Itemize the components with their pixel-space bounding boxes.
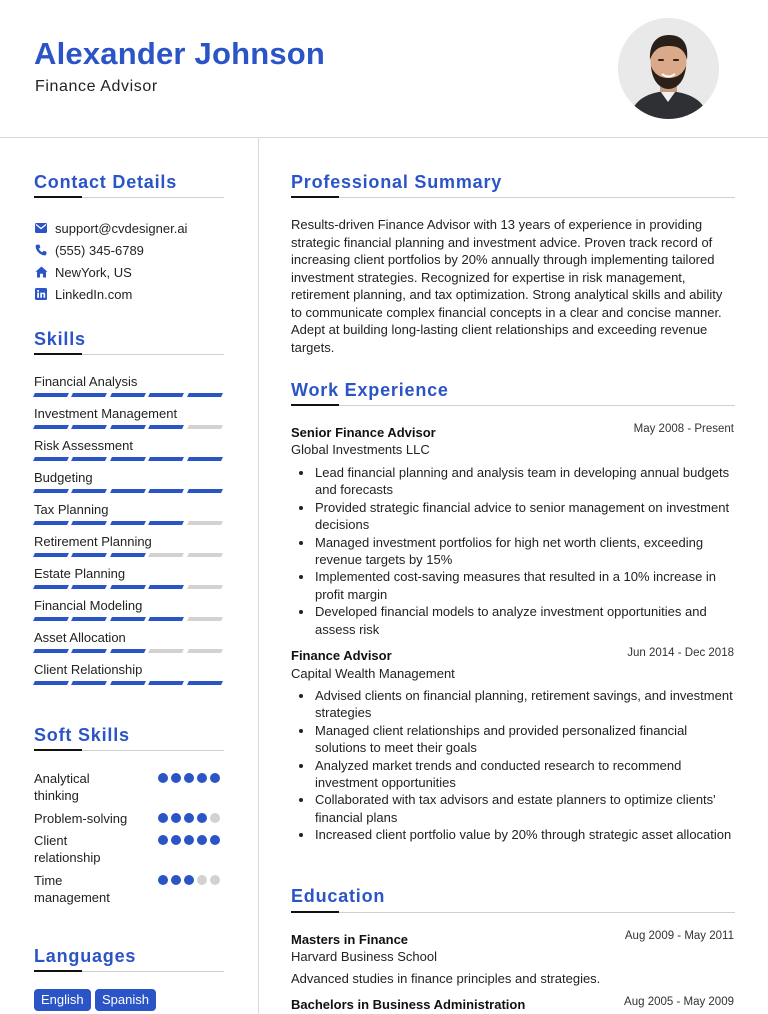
- soft-skill-label: Analytical thinking: [34, 771, 90, 803]
- school-name: Harvard Business School: [291, 949, 437, 964]
- skill-level-segment: [33, 617, 69, 621]
- skill-level-bar: [34, 649, 224, 653]
- skill-level-segment: [187, 681, 223, 685]
- soft-skill-rating: [158, 813, 220, 823]
- skill-level-segment: [33, 457, 69, 461]
- contact-linkedin-text: LinkedIn.com: [55, 286, 133, 302]
- skill-level-bar: [34, 681, 224, 685]
- rating-dot: [197, 875, 207, 885]
- education-heading: Education: [291, 886, 386, 906]
- skill-level-segment: [71, 585, 107, 589]
- list-item: Collaborated with tax advisors and estate planners to optimize clients' financial plans: [315, 791, 735, 826]
- soft-skills-heading: Soft Skills: [34, 725, 130, 745]
- contact-rule: [34, 197, 224, 198]
- soft-skill-item: [34, 810, 224, 827]
- degree-description: Advanced studies in finance principles and strategies.: [291, 971, 601, 986]
- skill-level-segment: [33, 393, 69, 397]
- skill-item: [34, 438, 224, 461]
- rating-dot: [184, 813, 194, 823]
- skill-level-segment: [148, 617, 184, 621]
- rating-dot: [171, 773, 181, 783]
- skill-level-segment: [110, 585, 146, 589]
- skill-label: Client Relationship: [34, 662, 143, 677]
- skill-item: [34, 534, 224, 557]
- languages-heading: Languages: [34, 946, 137, 966]
- skills-rule: [34, 354, 224, 355]
- rating-dot: [184, 835, 194, 845]
- skill-level-bar: [34, 393, 224, 397]
- skill-level-segment: [110, 649, 146, 653]
- skill-level-segment: [71, 489, 107, 493]
- skill-level-segment: [71, 393, 107, 397]
- rating-dot: [158, 773, 168, 783]
- skill-item: [34, 406, 224, 429]
- soft-skill-rating: [158, 875, 220, 885]
- list-item: Managed client relationships and provided personalized financial solutions to meet their goals: [315, 722, 735, 757]
- contact-email-text: support@cvdesigner.ai: [55, 220, 188, 236]
- skill-level-segment: [148, 649, 184, 653]
- candidate-name: Alexander Johnson: [34, 36, 326, 71]
- soft-skill-item: [34, 872, 224, 906]
- skill-level-segment: [110, 681, 146, 685]
- languages-rule: [34, 971, 224, 972]
- skill-level-segment: [110, 521, 146, 525]
- skill-level-segment: [148, 457, 184, 461]
- skill-level-segment: [148, 585, 184, 589]
- candidate-title: Finance Advisor: [35, 78, 158, 95]
- resume-header: [0, 0, 768, 138]
- rating-dot: [197, 773, 207, 783]
- soft-skill-item: [34, 832, 224, 866]
- contact-location: [34, 263, 132, 281]
- list-item: Provided strategic financial advice to senior management on investment decisions: [315, 499, 735, 534]
- rating-dot: [158, 813, 168, 823]
- skill-label: Risk Assessment: [34, 438, 133, 453]
- skill-level-segment: [110, 425, 146, 429]
- rating-dot: [171, 835, 181, 845]
- skill-level-segment: [187, 489, 223, 493]
- skill-item: [34, 630, 224, 653]
- job-dates: Jun 2014 - Dec 2018: [627, 647, 734, 659]
- skill-level-segment: [187, 553, 223, 557]
- skill-level-segment: [187, 393, 223, 397]
- skill-level-segment: [187, 649, 223, 653]
- list-item: Managed investment portfolios for high net worth clients, exceeding revenue targets by 15%: [315, 534, 735, 569]
- skill-level-segment: [187, 425, 223, 429]
- rating-dot: [184, 875, 194, 885]
- skill-level-bar: [34, 521, 224, 525]
- skill-level-segment: [71, 425, 107, 429]
- home-icon: [34, 265, 48, 279]
- profile-photo: [618, 18, 719, 119]
- rating-dot: [184, 773, 194, 783]
- skill-label: Budgeting: [34, 470, 93, 485]
- contact-phone[interactable]: [34, 241, 144, 259]
- skill-level-segment: [71, 649, 107, 653]
- job-dates: May 2008 - Present: [633, 423, 734, 435]
- experience-heading: Work Experience: [291, 380, 449, 400]
- list-item: Advised clients on financial planning, retirement savings, and investment strategies: [315, 687, 735, 722]
- rating-dot: [158, 835, 168, 845]
- skill-level-segment: [148, 393, 184, 397]
- skill-level-bar: [34, 425, 224, 429]
- language-badge: Spanish: [95, 989, 156, 1011]
- contact-linkedin[interactable]: [34, 285, 132, 303]
- skill-level-segment: [71, 521, 107, 525]
- column-divider: [258, 138, 259, 1014]
- contact-location-text: NewYork, US: [55, 264, 132, 280]
- skill-item: [34, 374, 224, 397]
- envelope-icon: [34, 221, 48, 235]
- skill-level-segment: [33, 681, 69, 685]
- job-title: Senior Finance Advisor: [291, 425, 436, 440]
- contact-phone-text: (555) 345-6789: [55, 242, 144, 258]
- linkedin-icon: [34, 287, 48, 301]
- skill-item: [34, 502, 224, 525]
- skill-level-segment: [33, 649, 69, 653]
- skills-heading: Skills: [34, 329, 86, 349]
- rating-dot: [171, 875, 181, 885]
- skill-level-bar: [34, 585, 224, 589]
- skill-level-segment: [187, 617, 223, 621]
- skill-level-segment: [148, 425, 184, 429]
- skill-level-segment: [110, 393, 146, 397]
- skill-level-segment: [148, 489, 184, 493]
- skill-level-segment: [110, 489, 146, 493]
- skill-level-segment: [33, 553, 69, 557]
- job-company: Capital Wealth Management: [291, 666, 455, 681]
- skill-label: Asset Allocation: [34, 630, 126, 645]
- summary-heading: Professional Summary: [291, 172, 503, 192]
- degree-dates: Aug 2005 - May 2009: [624, 996, 734, 1008]
- skill-level-segment: [71, 457, 107, 461]
- skill-label: Retirement Planning: [34, 534, 152, 549]
- list-item: Developed financial models to analyze investment opportunities and assess risk: [315, 603, 735, 638]
- skill-item: [34, 662, 224, 685]
- phone-icon: [34, 243, 48, 257]
- skill-label: Tax Planning: [34, 502, 109, 517]
- skill-level-bar: [34, 489, 224, 493]
- skill-item: [34, 470, 224, 493]
- soft-skills-rule: [34, 750, 224, 751]
- skill-level-segment: [33, 489, 69, 493]
- skill-level-segment: [148, 521, 184, 525]
- skill-level-segment: [148, 681, 184, 685]
- soft-skill-label: Problem-solving: [34, 811, 128, 826]
- rating-dot: [171, 813, 181, 823]
- skill-label: Estate Planning: [34, 566, 126, 581]
- soft-skill-label: Time management: [34, 873, 110, 905]
- contact-heading: Contact Details: [34, 172, 178, 192]
- skill-level-bar: [34, 553, 224, 557]
- summary-text: Results-driven Finance Advisor with 13 years of experience in providing strategic financial planning and investment advice. Proven track record of increasing client portfolios by 20% annually through implementing tailored investment strategies. Recognized for expertise in risk management, retirement planning, and tax optimization. Strong analytical skills and ability to communicate complex financial concepts in a clear and concise manner. Adept at building long-lasting client relationships and exceeding revenue targets.: [291, 217, 723, 355]
- skill-level-segment: [110, 553, 146, 557]
- rating-dot: [210, 835, 220, 845]
- contact-email[interactable]: [34, 219, 187, 237]
- degree-title: Bachelors in Business Administration: [291, 997, 526, 1012]
- skill-level-segment: [187, 521, 223, 525]
- skill-item: [34, 566, 224, 589]
- skill-label: Financial Modeling: [34, 598, 143, 613]
- degree-title: Masters in Finance: [291, 932, 409, 947]
- job-company: Global Investments LLC: [291, 442, 430, 457]
- skill-level-segment: [71, 553, 107, 557]
- skill-item: [34, 598, 224, 621]
- list-item: Implemented cost-saving measures that resulted in a 10% increase in profit margin: [315, 568, 735, 603]
- rating-dot: [197, 813, 207, 823]
- soft-skill-rating: [158, 835, 220, 845]
- soft-skill-label: Client relationship: [34, 833, 101, 865]
- rating-dot: [210, 773, 220, 783]
- degree-dates: Aug 2009 - May 2011: [624, 930, 734, 942]
- language-badge: English: [34, 989, 91, 1011]
- experience-rule: [291, 405, 735, 406]
- skill-level-segment: [187, 457, 223, 461]
- skill-level-segment: [71, 617, 107, 621]
- summary-rule: [291, 197, 735, 198]
- soft-skill-item: [34, 770, 224, 804]
- skill-label: Investment Management: [34, 406, 178, 421]
- skill-level-bar: [34, 617, 224, 621]
- job-title: Finance Advisor: [291, 648, 392, 663]
- rating-dot: [197, 835, 207, 845]
- rating-dot: [158, 875, 168, 885]
- skill-label: Financial Analysis: [34, 374, 138, 389]
- skill-level-bar: [34, 457, 224, 461]
- skill-level-segment: [187, 585, 223, 589]
- skill-level-segment: [110, 457, 146, 461]
- skill-level-segment: [33, 521, 69, 525]
- skill-level-segment: [110, 617, 146, 621]
- skill-level-segment: [33, 425, 69, 429]
- job-bullets: [315, 687, 735, 844]
- skill-level-segment: [148, 553, 184, 557]
- skill-level-segment: [71, 681, 107, 685]
- education-rule: [291, 912, 735, 913]
- list-item: Lead financial planning and analysis team in developing annual budgets and forecasts: [315, 464, 735, 499]
- skill-level-segment: [33, 585, 69, 589]
- list-item: Increased client portfolio value by 20% through strategic asset allocation: [315, 826, 735, 843]
- rating-dot: [210, 813, 220, 823]
- soft-skill-rating: [158, 773, 220, 783]
- rating-dot: [210, 875, 220, 885]
- list-item: Analyzed market trends and conducted research to recommend investment opportunities: [315, 757, 735, 792]
- job-bullets: [315, 464, 735, 638]
